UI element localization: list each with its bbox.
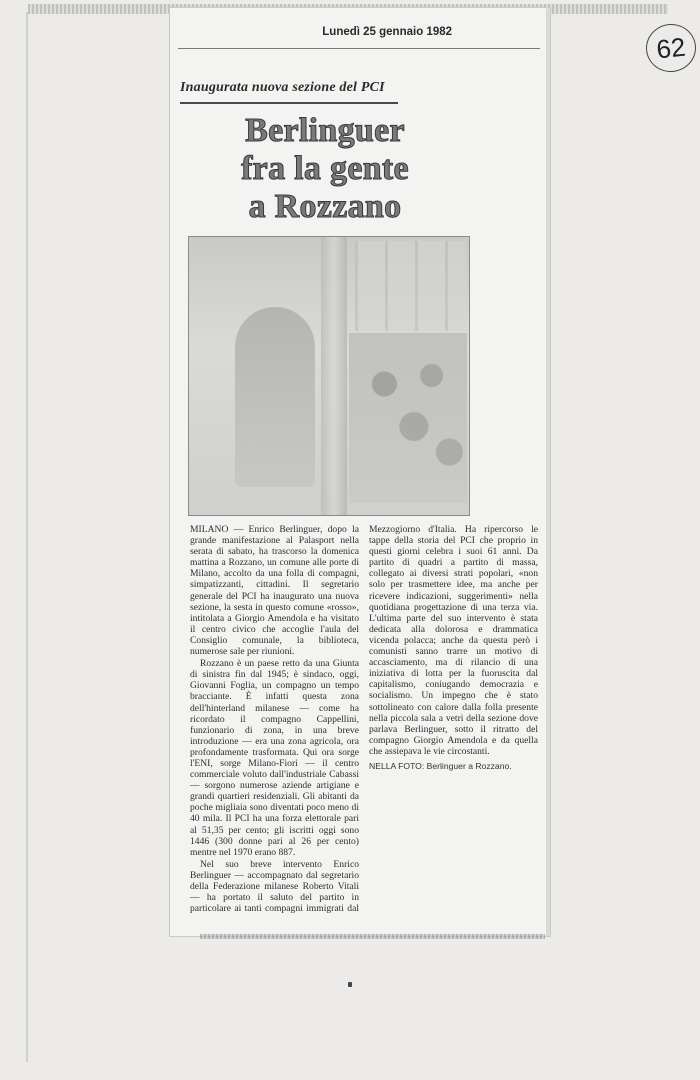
article-body (190, 524, 538, 918)
article-paragraph: Nel suo breve intervento Enrico Berlinguer — accompagnato dal segretario della Federazione milanese Roberto Vitali — ha portato il saluto del partito in particolare ai tanti compagni immigrati dal Mezzogiorno d'Italia. Ha ripercorso le tappe della storia del PCI che proprio in questi giorni celebra i suoi 61 anni. Da partito di quadri a partito di massa, collegato ai diversi strati popolari, «non solo per trasmettere idee, ma anche per ricevere indicazioni, suggerimenti» nella quotidiana progettazione di una terza via. L'ultima parte del suo intervento è stata dedicata alla dolorosa e drammatica vicenda polacca; anche da questa però i comunisti sanno trarre un motivo di accasciamento, ma di rilancio di una iniziativa di lotta per la fuoruscita dal capitalismo, coniugando democrazia e socialismo. Un impegno che è stato sottolineato con calore dalla folla presente nella piccola sala a vetri della sezione dove parlava Berlinguer, sotto il ritratto del compagno Giorgio Amendola e da quella che assiepava le vie circostanti. (190, 524, 538, 915)
photo-pillar (321, 237, 347, 515)
faded-watermark (10, 1000, 120, 1060)
publication-date: Lunedì 25 gennaio 1982 (322, 26, 452, 38)
top-rule (178, 48, 540, 49)
article-kicker: Inaugurata nuova sezione del PCI (180, 80, 385, 95)
ink-dot (348, 982, 352, 987)
headline-line: a Rozzano (248, 188, 402, 225)
kicker-underline (180, 102, 398, 104)
article-paragraph: MILANO — Enrico Berlinguer, dopo la grande manifestazione al Palasport nella serata di sabato, ha trascorso la domenica mattina a Rozzano, un comune alle porte di Milano, accolto da una folla di compagni, simpatizzanti, cittadini. Il segretario generale del PCI ha inaugurato una nuova sezione, la sesta in questo comune «rosso», intitolata a Giorgio Amendola e ha visitato il centro civico che accoglie l'aula del Consiglio comunale, la biblioteca, numerose sale per riunioni. (190, 524, 359, 658)
photo-crowd (349, 333, 467, 503)
article-headline (190, 112, 460, 226)
headline-line: Berlinguer (245, 112, 405, 149)
photo-berlinguer-figure (235, 307, 315, 487)
archive-page-number: 62 (644, 22, 699, 75)
photo-window (355, 241, 465, 331)
clipping-edge (546, 8, 550, 936)
article-photo (188, 236, 470, 516)
newspaper-clipping (170, 8, 550, 936)
headline-line: fra la gente (241, 150, 409, 187)
clipping-bottom-edge (200, 934, 545, 939)
article-paragraph: Rozzano è un paese retto da una Giunta di sinistra fin dal 1945; è sindaco, oggi, Giovanni Foglia, un compagno un tempo bracciante. È infatti questa zona dell'hinterland milanese — come ha ricordato il compagno Cappellini, funzionario di zona, in una breve introduzione — era una zona agricola, ora profondamente trasformata. Qui ora sorge l'ENI, sorge Milano-Fiori — il centro commerciale voluto dall'industriale Cabassi — sorgono numerose aziende artigiane e grandi quartieri residenziali. Gli abitanti da poche migliaia sono diventati poco meno di 40 mila. Il PCI ha una forza elettorale pari al 51,35 per cento; gli iscritti oggi sono 1446 (300 donne pari al 26 per cento) mentre nel 1970 erano 887. (190, 658, 359, 858)
photo-caption: NELLA FOTO: Berlinguer a Rozzano. (369, 760, 512, 771)
scan-edge (26, 12, 28, 1062)
